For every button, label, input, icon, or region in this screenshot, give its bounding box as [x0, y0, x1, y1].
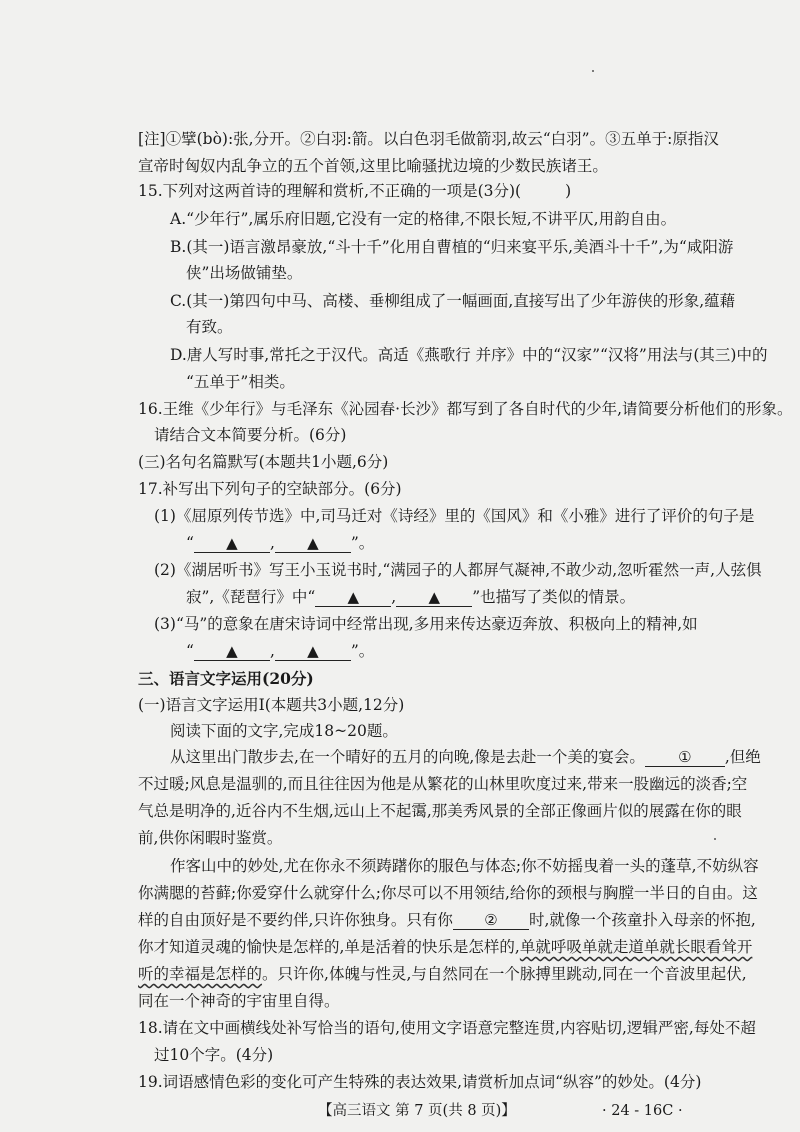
scan-speck	[592, 70, 594, 72]
passage-p2-line1: 作客山中的妙处,尤在你永不须踌躇你的服色与体态;你不妨摇曳着一头的蓬草,不妨纵容	[170, 857, 759, 875]
passage-p1-line2: 不过暖;风息是温驯的,而且往往因为他是从繁花的山林里吹度过来,带来一股幽远的淡香;空	[138, 775, 748, 793]
q15-option-b-line2: 侠”出场做铺垫。	[186, 264, 303, 282]
passage-p1-line3: 气总是明净的,近谷内不生烟,远山上不起霭,那美秀风景的全部正像画片似的展露在你的眼	[138, 802, 742, 820]
triangle-icon: ▲	[307, 534, 319, 552]
q17-part1-blanks: “ ▲ , ▲ ”。	[186, 534, 375, 552]
passage-p1-line4: 前,供你闲暇时鉴赏。	[138, 829, 283, 847]
q17-part3-blanks: “ ▲ , ▲ ”。	[186, 642, 375, 660]
circled-one-marker: ①	[678, 748, 692, 766]
q18-line-2: 过10个字。(4分)	[154, 1046, 274, 1064]
passage-p2-line3: 样的自由顶好是不要约伴,只许你独身。只有你 ② 时,就像一个孩童扑入母亲的怀抱,	[138, 911, 756, 929]
section-three-title: (三)名句名篇默写(本题共1小题,6分)	[138, 453, 389, 471]
triangle-icon: ▲	[307, 642, 319, 660]
q17-part2-line2: 寂”,《琵琶行》中“ ▲ , ▲ ”也描写了类似的情景。	[186, 588, 636, 606]
triangle-icon: ▲	[428, 588, 440, 606]
blank-1[interactable]	[645, 748, 725, 767]
passage-p2-line6: 同在一个神奇的宇宙里自得。	[138, 992, 340, 1010]
q15-option-a: A.“少年行”,属乐府旧题,它没有一定的格律,不限长短,不讲平仄,用韵自由。	[170, 210, 677, 228]
passage-p2-line4: 你才知道灵魂的愉快是怎样的,单是活着的快乐是怎样的,单就呼吸单就走道单就长眼看耸开	[138, 938, 753, 956]
q16-line-1: 16.王维《少年行》与毛泽东《沁园春·长沙》都写到了各自时代的少年,请简要分析他们的形象。	[138, 400, 793, 418]
blank-2[interactable]	[453, 911, 529, 930]
fill-blank[interactable]	[396, 588, 472, 607]
scan-speck	[714, 838, 716, 840]
passage-p2-line5: 听的幸福是怎样的。只许你,体魄与性灵,与自然同在一个脉搏里跳动,同在一个音波里起伏,	[138, 965, 747, 983]
q15-option-b-line1: B.(其一)语言激昂豪放,“斗十千”化用自曹植的“归来宴平乐,美酒斗十千”,为“咸阳游	[170, 238, 734, 256]
note-line-2: 宣帝时匈奴内乱争立的五个首领,这里比喻骚扰边境的少数民族诸王。	[138, 157, 608, 175]
q15-option-c-line1: C.(其一)第四句中马、高楼、垂柳组成了一幅画面,直接写出了少年游侠的形象,蕴藉	[170, 292, 736, 310]
circled-two-marker: ②	[484, 911, 498, 929]
fill-blank[interactable]	[275, 534, 351, 553]
q15-option-d-line2: “五单于”相类。	[186, 373, 295, 391]
passage-p2-line2: 你满腮的苔藓;你爱穿什么就穿什么;你尽可以不用领结,给你的颈根与胸膛一半日的自由。这	[138, 884, 758, 902]
q17-stem: 17.补写出下列句子的空缺部分。(6分)	[138, 480, 402, 498]
q18-line-1: 18.请在文中画横线处补写恰当的语句,使用文字语意完整连贯,内容贴切,逻辑严密,每处不超	[138, 1019, 756, 1037]
q15-option-c-line2: 有致。	[186, 318, 233, 336]
q19-stem: 19.词语感情色彩的变化可产生特殊的表达效果,请赏析加点词“纵容”的妙处。(4分)	[138, 1073, 702, 1091]
triangle-icon: ▲	[347, 588, 360, 606]
q15-option-d-line1: D.唐人写时事,常托之于汉代。高适《燕歌行 并序》中的“汉家”“汉将”用法与(其三)中的	[170, 346, 768, 364]
passage-p1-line1: 从这里出门散步去,在一个晴好的五月的向晚,像是去赴一个美的宴会。 ① ,但绝	[170, 748, 761, 766]
wavy-underlined-text: 听的幸福是怎样的	[138, 965, 263, 983]
footer-page-info: 【高三语文 第 7 页(共 8 页)】	[318, 1103, 516, 1119]
note-line-1: [注]①擘(bò):张,分开。②白羽:箭。以白色羽毛做箭羽,故云“白羽”。③五单于:原指汉	[138, 130, 719, 148]
q15-stem: 15.下列对这两首诗的理解和赏析,不正确的一项是(3分)( )	[138, 182, 572, 200]
fill-blank[interactable]	[194, 534, 270, 553]
fill-blank[interactable]	[194, 642, 270, 661]
fill-blank[interactable]	[275, 642, 351, 661]
triangle-icon: ▲	[226, 534, 238, 552]
fill-blank[interactable]	[315, 588, 391, 607]
triangle-icon: ▲	[226, 642, 238, 660]
q16-line-2: 请结合文本简要分析。(6分)	[154, 426, 347, 444]
part-three-title: 三、语言文字运用(20分)	[138, 669, 314, 688]
subsection-one-title: (一)语言文字运用Ⅰ(本题共3小题,12分)	[138, 696, 405, 714]
q17-part1-line1: (1)《屈原列传节选》中,司马迁对《诗经》里的《国风》和《小雅》进行了评价的句子是	[154, 507, 755, 525]
wavy-underlined-text: 单就呼吸单就走道单就长眼看耸开	[519, 938, 753, 956]
q17-part3-line1: (3)“马”的意象在唐宋诗词中经常出现,多用来传达豪迈奔放、积极向上的精神,如	[154, 615, 698, 633]
reading-instruction: 阅读下面的文字,完成18~20题。	[170, 722, 398, 740]
q17-part2-line1: (2)《湖居听书》写王小玉说书时,“满园子的人都屏气凝神,不敢少动,忽听霍然一声,人弦俱	[154, 561, 762, 579]
footer-code: · 24 - 16C ·	[602, 1103, 683, 1119]
